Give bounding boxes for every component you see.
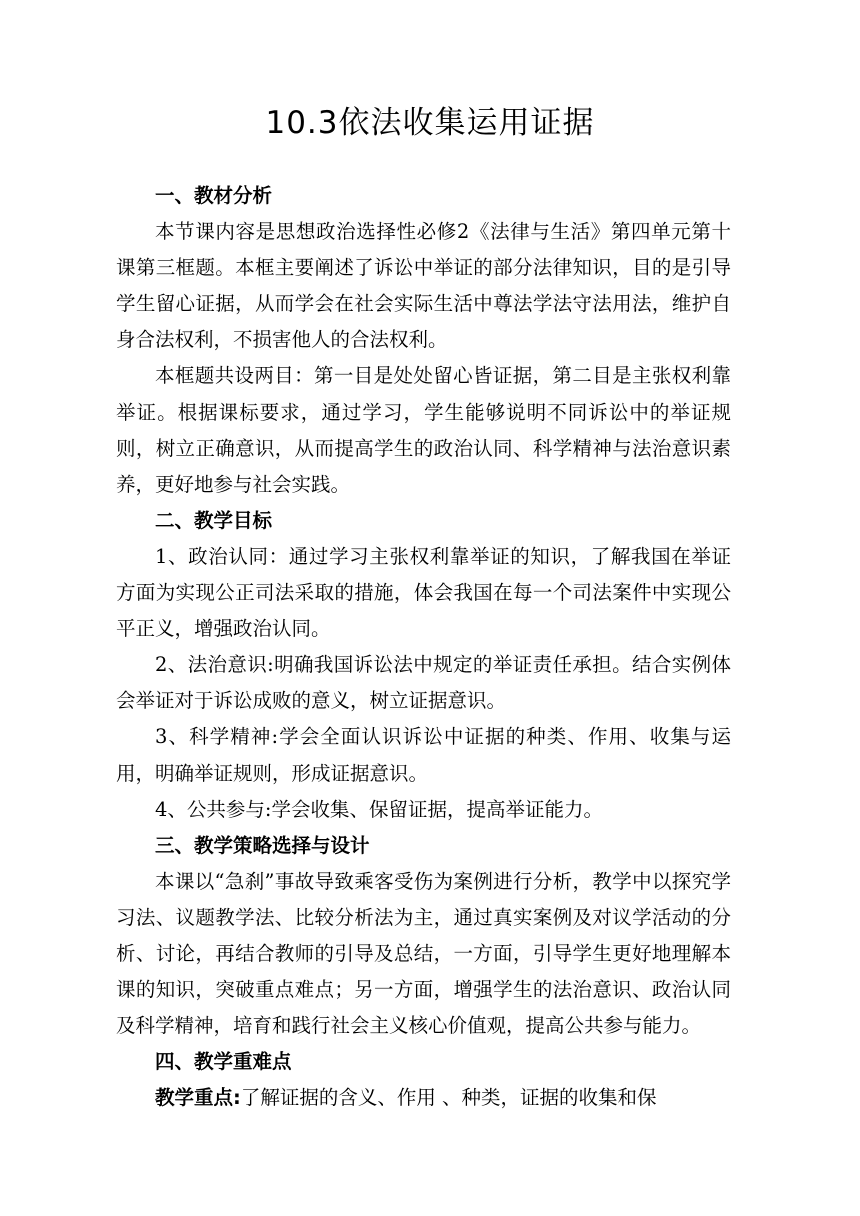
key-point-label: 教学重点:: [155, 1086, 241, 1110]
paragraph: 1、政治认同：通过学习主张权利靠举证的知识，了解我国在举证方面为实现公正司法采取的措施，体会我国在每一个司法案件中实现公平正义，增强政治认同。: [116, 544, 731, 641]
section-heading: 一、教材分析: [155, 184, 273, 207]
section-heading: 四、教学重难点: [155, 1050, 292, 1074]
page-title: 10.3依法收集运用证据: [265, 105, 595, 141]
key-point-text: 了解证据的含义、作用 、种类，证据的收集和保: [240, 1086, 657, 1110]
paragraph: 4、公共参与:学会收集、保留证据，提高举证能力。: [155, 797, 603, 821]
section-heading: 三、教学策略选择与设计: [155, 833, 370, 857]
paragraph: 本课以“急刹”事故导致乘客受伤为案例进行分析，教学中以探究学习法、议题教学法、比较分析法为主，通过真实案例及对议学活动的分析、讨论，再结合教师的引导及总结，一方面，引导学生更好地理解本课的知识，突破重点难点；另一方面，增强学生的法治意识、政治认同及科学精神，培育和践行社会主义核心价值观，提高公共参与能力。: [116, 869, 731, 1038]
paragraph: 3、科学精神:学会全面认识诉讼中证据的种类、作用、收集与运用，明确举证规则，形成证据意识。: [116, 725, 731, 785]
paragraph: 本框题共设两目：第一目是处处留心皆证据，第二目是主张权利靠举证。根据课标要求，通过学习，学生能够说明不同诉讼中的举证规则，树立正确意识，从而提高学生的政治认同、科学精神与法治意识素养，更好地参与社会实践。: [116, 364, 731, 496]
paragraph: [116, 1080, 731, 1116]
section-heading: 二、教学目标: [155, 508, 273, 532]
paragraph: 本节课内容是思想政治选择性必修2《法律与生活》第四单元第十课第三框题。本框主要阐述了诉讼中举证的部分法律知识，目的是引导学生留心证据，从而学会在社会实际生活中尊法学法守法用法，维护自身合法权利，不损害他人的合法权利。: [116, 220, 731, 352]
document-body: [116, 178, 731, 1116]
paragraph: 2、法治意识:明确我国诉讼法中规定的举证责任承担。结合实例体会举证对于诉讼成败的意义，树立证据意识。: [116, 653, 731, 713]
